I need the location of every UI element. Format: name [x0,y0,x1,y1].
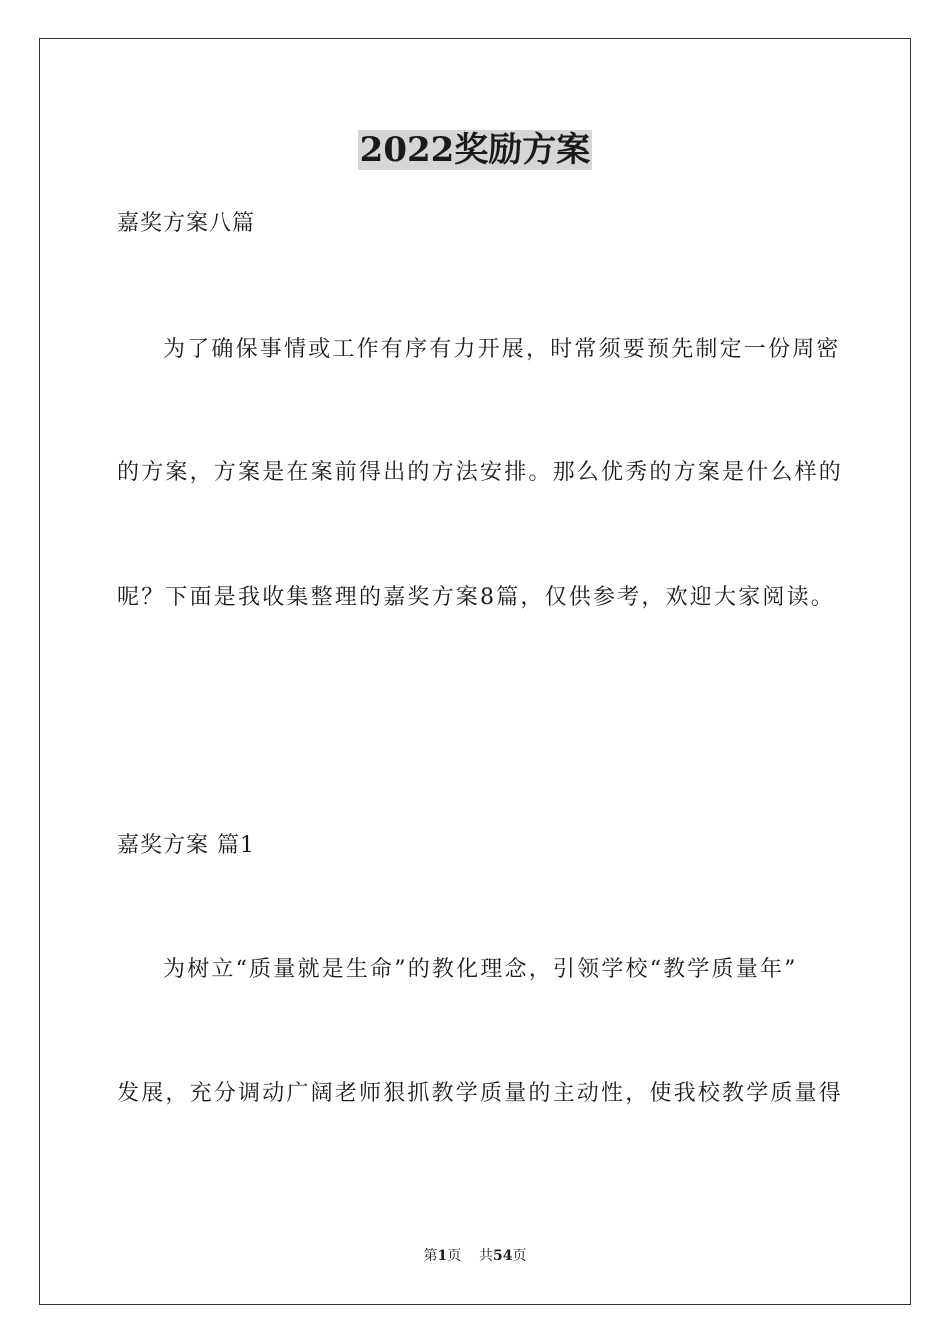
part-heading: 嘉奖方案 篇1 [117,833,255,858]
footer-page-suffix: 页 [447,1248,462,1264]
section-heading: 嘉奖方案八篇 [117,211,256,236]
intro-line-3: 呢？下面是我收集整理的嘉奖方案8篇，仅供参考，欢迎大家阅读。 [117,585,835,610]
page-footer [0,1246,950,1266]
document-title-text: 2022奖励方案 [359,130,591,170]
footer-page-number: 1 [437,1248,448,1264]
footer-total-prefix: 共 [479,1248,494,1264]
footer-page-prefix: 第 [423,1248,438,1264]
intro-line-1: 为了确保事情或工作有序有力开展，时常须要预先制定一份周密 [163,337,841,362]
footer-total-suffix: 页 [512,1248,527,1264]
footer-total-pages: 54 [493,1248,513,1264]
part1-line-1: 为树立“质量就是生命”的教化理念，引领学校“教学质量年” [163,957,798,982]
part1-line-2: 发展，充分调动广阔老师狠抓教学质量的主动性，使我校教学质量得 [117,1081,844,1106]
intro-line-2: 的方案，方案是在案前得出的方法安排。那么优秀的方案是什么样的 [117,460,844,485]
document-title [0,126,950,174]
